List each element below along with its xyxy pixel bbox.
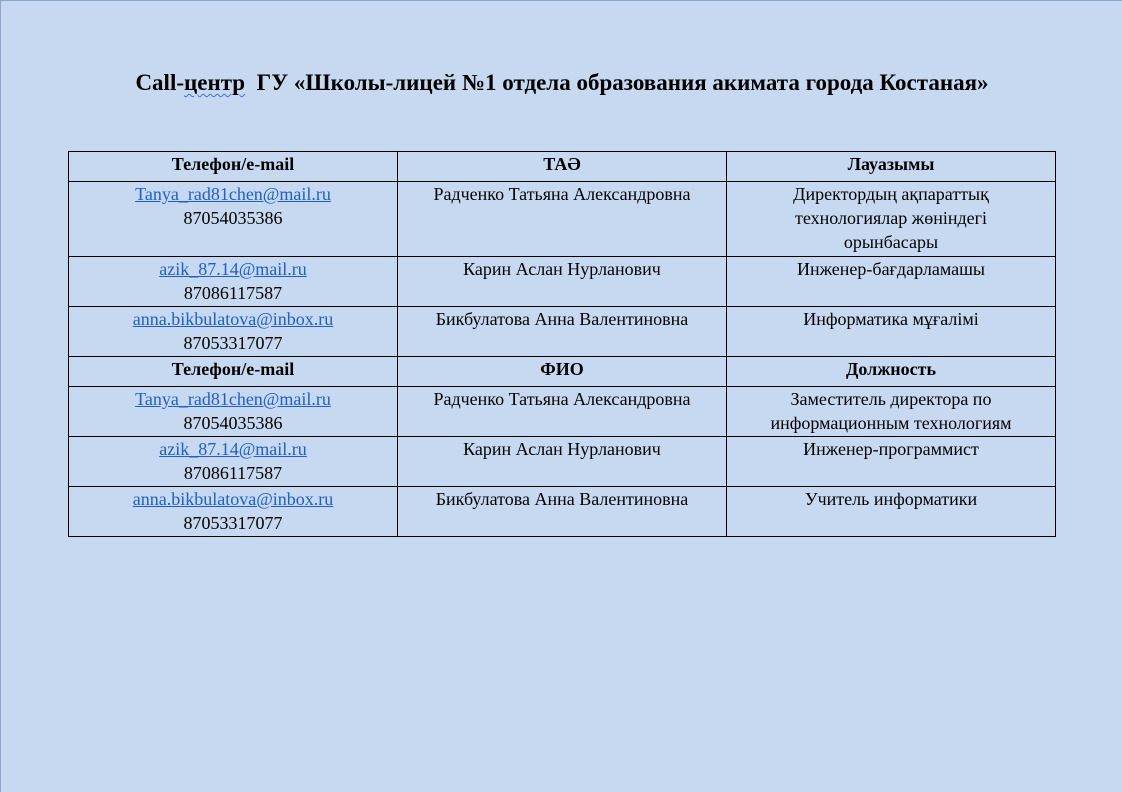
email-link[interactable]: azik_87.14@mail.ru [159,259,307,279]
name-cell: Бикбулатова Анна Валентиновна [398,487,727,537]
table-row [69,387,1056,437]
email-link[interactable]: anna.bikbulatova@inbox.ru [132,489,334,509]
contact-cell [69,487,398,537]
header-name-kz: ТАӘ [398,152,727,182]
name-cell: Карин Аслан Нурланович [398,257,727,307]
email-link[interactable]: anna.bikbulatova@inbox.ru [132,309,334,329]
phone-number: 87054035386 [183,413,283,433]
position-cell: Информатика мұғалімі [727,307,1056,357]
table-row [69,307,1056,357]
phone-number: 87086117587 [183,283,283,303]
position-cell: Инженер-бағдарламашы [727,257,1056,307]
email-link[interactable]: azik_87.14@mail.ru [159,439,307,459]
table-header-row-kz [69,152,1056,182]
name-cell: Бикбулатова Анна Валентиновна [398,307,727,357]
header-name-ru: ФИО [398,357,727,387]
table-header-row-ru [69,357,1056,387]
header-contact-kz: Телефон/e-mail [69,152,398,182]
name-cell: Радченко Татьяна Александровна [398,387,727,437]
phone-number: 87053317077 [183,333,283,353]
email-link[interactable]: Tanya_rad81chen@mail.ru [135,184,331,204]
contact-cell [69,307,398,357]
phone-number: 87053317077 [183,513,283,533]
phone-number: 87086117587 [183,463,283,483]
table-row [69,437,1056,487]
contact-cell [69,257,398,307]
table-row [69,257,1056,307]
title-part-call: Call- [135,70,184,95]
contacts-table [68,151,1056,537]
position-cell: Инженер-программист [727,437,1056,487]
table-row [69,182,1056,257]
name-cell: Радченко Татьяна Александровна [398,182,727,257]
header-contact-ru: Телефон/e-mail [69,357,398,387]
name-cell: Карин Аслан Нурланович [398,437,727,487]
table-row [69,487,1056,537]
email-link[interactable]: Tanya_rad81chen@mail.ru [135,389,331,409]
title-part-rest: ГУ «Школы-лицей №1 отдела образования акимата города Костаная» [245,70,989,95]
phone-number: 87054035386 [183,208,283,228]
contact-cell [69,437,398,487]
contact-cell [69,387,398,437]
contact-cell [69,182,398,257]
title-part-centre: центр [184,70,246,95]
page-title [81,65,1043,100]
position-cell: Заместитель директора по информационным технологиям [727,387,1056,437]
position-cell: Директордың ақпараттық технологиялар жөніндегі орынбасары [727,182,1056,257]
header-position-kz: Лауазымы [727,152,1056,182]
header-position-ru: Должность [727,357,1056,387]
position-cell: Учитель информатики [727,487,1056,537]
